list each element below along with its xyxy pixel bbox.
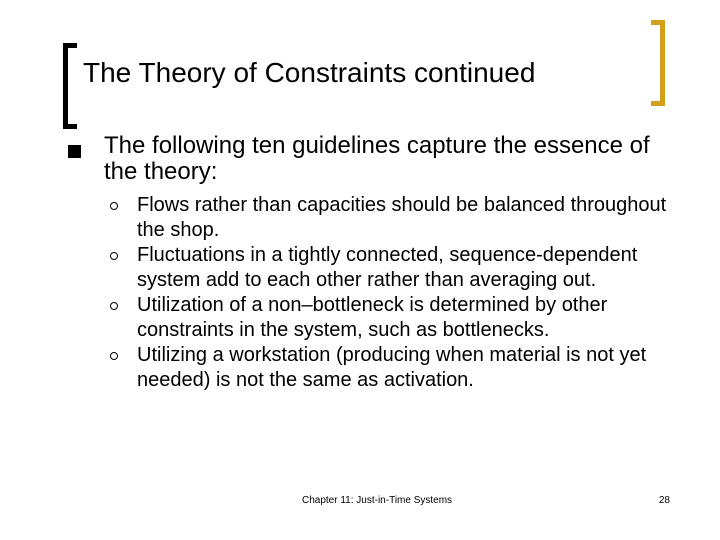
page-number: 28 xyxy=(658,495,670,506)
title-bracket-right xyxy=(651,20,665,106)
guideline-text: Utilization of a non–bottleneck is determined by other constraints in the system, such as bottlenecks. xyxy=(137,294,608,341)
circle-bullet-icon xyxy=(110,202,118,210)
footer-chapter: Chapter 11: Just-in-Time Systems xyxy=(302,495,453,506)
guideline-text: Fluctuations in a tightly connected, sequence-dependent system add to each other rather than averaging out. xyxy=(137,244,638,291)
guideline-item xyxy=(110,243,690,293)
guideline-text: Flows rather than capacities should be balanced throughout the shop. xyxy=(137,194,667,241)
slide-title: The Theory of Constraints continued xyxy=(83,57,536,88)
circle-bullet-icon xyxy=(110,252,118,260)
guideline-item xyxy=(110,343,690,393)
guideline-item xyxy=(110,193,690,243)
circle-bullet-icon xyxy=(110,352,118,360)
guideline-item xyxy=(110,293,690,343)
square-bullet-icon xyxy=(68,145,81,158)
circle-bullet-icon xyxy=(110,302,118,310)
title-bracket-left xyxy=(63,43,77,129)
guidelines-list xyxy=(110,193,690,393)
guideline-text: Utilizing a workstation (producing when material is not yet needed) is not the same as activation. xyxy=(137,344,647,391)
main-bullet-text: The following ten guidelines capture the essence of the theory: xyxy=(104,132,650,185)
